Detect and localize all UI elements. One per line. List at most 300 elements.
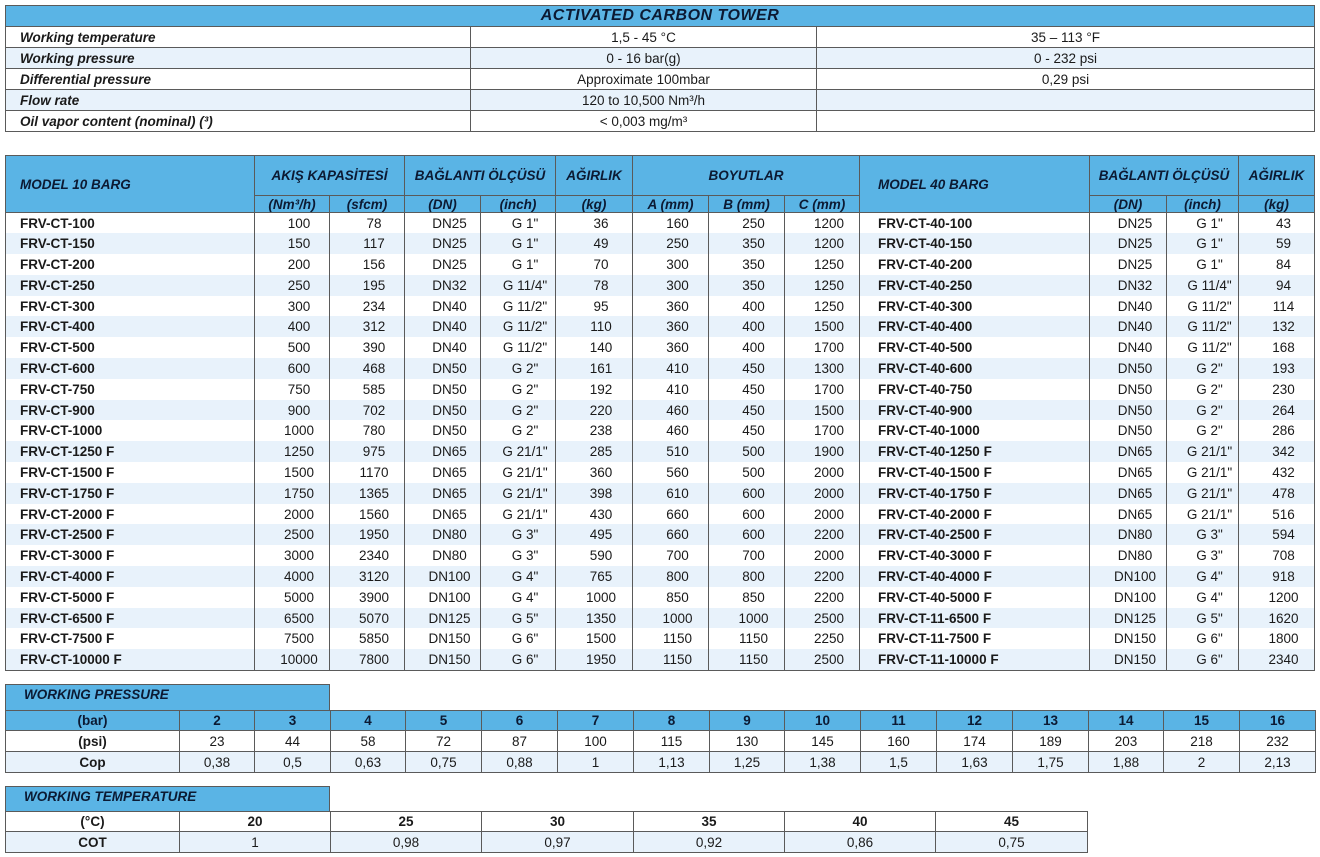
unit-kg-40: (kg) (1239, 196, 1315, 213)
model-row (6, 316, 1315, 337)
model-10-name: FRV-CT-2000 F (6, 504, 255, 525)
dim-c-mm: 1250 (785, 254, 860, 275)
cot-value: 1 (180, 832, 331, 853)
model-10-name: FRV-CT-2500 F (6, 524, 255, 545)
conn-40-dn: DN50 (1090, 379, 1167, 400)
weight-40-kg: 43 (1239, 213, 1315, 234)
conn-dn: DN50 (405, 358, 481, 379)
conn-40-inch: G 11/2" (1167, 296, 1239, 317)
model-40-name: FRV-CT-40-200 (860, 254, 1090, 275)
dim-a-mm: 1150 (633, 628, 709, 649)
dim-c-mm: 2200 (785, 524, 860, 545)
bar-value: 9 (710, 711, 785, 731)
cop-value: 1,5 (861, 752, 937, 773)
dim-c-mm: 2500 (785, 649, 860, 670)
dim-b: B (mm) (709, 196, 785, 213)
unit-dn-40: (DN) (1090, 196, 1167, 213)
dim-c-mm: 1300 (785, 358, 860, 379)
dim-c-mm: 2000 (785, 545, 860, 566)
dim-c-mm: 2250 (785, 628, 860, 649)
conn-inch: G 21/1" (481, 504, 556, 525)
bar-value: 15 (1164, 711, 1240, 731)
dim-c-mm: 1700 (785, 337, 860, 358)
spec-imperial: 35 – 113 °F (817, 27, 1315, 48)
bar-value: 14 (1089, 711, 1164, 731)
dim-b-mm: 450 (709, 400, 785, 421)
cop-value: 0,63 (331, 752, 406, 773)
flow-sfcm: 1365 (330, 483, 405, 504)
psi-value: 145 (785, 731, 861, 752)
celsius-label-row (6, 812, 1088, 832)
dim-c-mm: 2200 (785, 566, 860, 587)
weight-kg: 49 (556, 233, 633, 254)
flow-nm3h: 1750 (255, 483, 330, 504)
cop-value: 1,38 (785, 752, 861, 773)
conn-40-inch: G 2" (1167, 379, 1239, 400)
dim-a-mm: 360 (633, 316, 709, 337)
conn-inch: G 6" (481, 628, 556, 649)
weight-header: AĞIRLIK (556, 156, 633, 196)
unit-nm3h: (Nm³/h) (255, 196, 330, 213)
weight-kg: 192 (556, 379, 633, 400)
conn-40-dn: DN100 (1090, 566, 1167, 587)
working-pressure-table (5, 710, 1316, 773)
celsius-value: 20 (180, 812, 331, 832)
model-row (6, 379, 1315, 400)
flow-sfcm: 2340 (330, 545, 405, 566)
dim-b-mm: 250 (709, 213, 785, 234)
spec-imperial: 0 - 232 psi (817, 48, 1315, 69)
flow-sfcm: 117 (330, 233, 405, 254)
flow-sfcm: 1560 (330, 504, 405, 525)
models-body (6, 213, 1315, 671)
flow-nm3h: 150 (255, 233, 330, 254)
weight-40-kg: 286 (1239, 420, 1315, 441)
flow-nm3h: 6500 (255, 608, 330, 629)
dim-b-mm: 800 (709, 566, 785, 587)
cop-value: 2 (1164, 752, 1240, 773)
conn-40-inch: G 1" (1167, 254, 1239, 275)
bar-value: 13 (1013, 711, 1089, 731)
bar-label-row (6, 711, 1316, 731)
conn-dn: DN40 (405, 296, 481, 317)
conn-dn: DN100 (405, 566, 481, 587)
model-row (6, 483, 1315, 504)
model-row (6, 275, 1315, 296)
model-40-name: FRV-CT-40-1250 F (860, 441, 1090, 462)
weight-40-kg: 594 (1239, 524, 1315, 545)
conn-dn: DN50 (405, 420, 481, 441)
dim-b-mm: 600 (709, 524, 785, 545)
dim-a-mm: 410 (633, 358, 709, 379)
model-row (6, 566, 1315, 587)
spec-table (5, 5, 1315, 132)
flow-nm3h: 2500 (255, 524, 330, 545)
flow-sfcm: 3120 (330, 566, 405, 587)
flow-sfcm: 5070 (330, 608, 405, 629)
conn-inch: G 11/2" (481, 337, 556, 358)
dim-b-mm: 400 (709, 296, 785, 317)
model40-header: MODEL 40 BARG (860, 156, 1090, 213)
conn-dn: DN25 (405, 254, 481, 275)
conn-40-inch: G 2" (1167, 358, 1239, 379)
conn-40-inch: G 2" (1167, 400, 1239, 421)
conn-40-dn: DN150 (1090, 649, 1167, 670)
model-row (6, 254, 1315, 275)
model-10-name: FRV-CT-1500 F (6, 462, 255, 483)
weight-40-kg: 516 (1239, 504, 1315, 525)
model-10-name: FRV-CT-400 (6, 316, 255, 337)
conn-40-dn: DN150 (1090, 628, 1167, 649)
dim-c-mm: 2000 (785, 504, 860, 525)
conn-inch: G 2" (481, 358, 556, 379)
conn-dn: DN40 (405, 337, 481, 358)
dim-b-mm: 850 (709, 587, 785, 608)
bar-value: 4 (331, 711, 406, 731)
working-temperature-table (5, 811, 1088, 853)
dim-b-mm: 350 (709, 275, 785, 296)
conn-40-dn: DN40 (1090, 337, 1167, 358)
conn-inch: G 1" (481, 254, 556, 275)
cot-value: 0,97 (482, 832, 634, 853)
model-10-name: FRV-CT-5000 F (6, 587, 255, 608)
model-40-name: FRV-CT-40-250 (860, 275, 1090, 296)
model-40-name: FRV-CT-40-900 (860, 400, 1090, 421)
dim-c-mm: 1500 (785, 400, 860, 421)
spec-metric: 120 to 10,500 Nm³/h (471, 90, 817, 111)
conn-inch: G 5" (481, 608, 556, 629)
dim-a-mm: 560 (633, 462, 709, 483)
weight-kg: 1500 (556, 628, 633, 649)
model-row (6, 504, 1315, 525)
weight-kg: 70 (556, 254, 633, 275)
model-row (6, 441, 1315, 462)
model-10-name: FRV-CT-7500 F (6, 628, 255, 649)
flow-sfcm: 1950 (330, 524, 405, 545)
weight-40-kg: 918 (1239, 566, 1315, 587)
conn-40-dn: DN40 (1090, 316, 1167, 337)
conn-40-inch: G 1" (1167, 233, 1239, 254)
flow-nm3h: 750 (255, 379, 330, 400)
cop-label-row (6, 752, 1316, 773)
bar-value: 7 (558, 711, 634, 731)
model-40-name: FRV-CT-40-100 (860, 213, 1090, 234)
model-40-name: FRV-CT-11-6500 F (860, 608, 1090, 629)
spec-row (6, 90, 1315, 111)
model-10-name: FRV-CT-750 (6, 379, 255, 400)
conn-dn: DN80 (405, 524, 481, 545)
cop-value: 1,88 (1089, 752, 1164, 773)
dim-b-mm: 350 (709, 254, 785, 275)
celsius-value: 45 (936, 812, 1088, 832)
flow-sfcm: 3900 (330, 587, 405, 608)
psi-value: 115 (634, 731, 710, 752)
dimensions-header: BOYUTLAR (633, 156, 860, 196)
weight-kg: 110 (556, 316, 633, 337)
cot-label-row (6, 832, 1088, 853)
model-row (6, 608, 1315, 629)
dim-a-mm: 360 (633, 296, 709, 317)
spec-metric: < 0,003 mg/m³ (471, 111, 817, 132)
dim-b-mm: 700 (709, 545, 785, 566)
dim-c-mm: 1700 (785, 379, 860, 400)
dim-c-mm: 1900 (785, 441, 860, 462)
spec-row (6, 69, 1315, 90)
model-row (6, 462, 1315, 483)
conn-inch: G 4" (481, 566, 556, 587)
dim-a-mm: 300 (633, 254, 709, 275)
spec-row (6, 111, 1315, 132)
model-10-name: FRV-CT-150 (6, 233, 255, 254)
conn-40-dn: DN65 (1090, 462, 1167, 483)
psi-value: 130 (710, 731, 785, 752)
conn-40-dn: DN80 (1090, 524, 1167, 545)
weight-40-kg: 84 (1239, 254, 1315, 275)
dim-a-mm: 300 (633, 275, 709, 296)
conn-40-dn: DN100 (1090, 587, 1167, 608)
cot-value: 0,92 (634, 832, 785, 853)
conn-inch: G 1" (481, 233, 556, 254)
model-row (6, 358, 1315, 379)
weight-40-kg: 168 (1239, 337, 1315, 358)
flow-sfcm: 234 (330, 296, 405, 317)
weight-40-kg: 432 (1239, 462, 1315, 483)
dim-b-mm: 1150 (709, 628, 785, 649)
conn-40-dn: DN25 (1090, 233, 1167, 254)
weight-kg: 398 (556, 483, 633, 504)
model-row (6, 545, 1315, 566)
dim-b-mm: 500 (709, 441, 785, 462)
dim-a: A (mm) (633, 196, 709, 213)
model-10-name: FRV-CT-600 (6, 358, 255, 379)
weight-40-kg: 478 (1239, 483, 1315, 504)
conn-40-dn: DN65 (1090, 483, 1167, 504)
weight-40-kg: 708 (1239, 545, 1315, 566)
model-40-name: FRV-CT-40-1000 (860, 420, 1090, 441)
dim-a-mm: 850 (633, 587, 709, 608)
flow-nm3h: 7500 (255, 628, 330, 649)
bar-value: 16 (1240, 711, 1316, 731)
dim-a-mm: 460 (633, 420, 709, 441)
conn-inch: G 2" (481, 379, 556, 400)
dim-c-mm: 1700 (785, 420, 860, 441)
conn-dn: DN150 (405, 649, 481, 670)
dim-a-mm: 360 (633, 337, 709, 358)
conn-40-dn: DN50 (1090, 358, 1167, 379)
flow-sfcm: 156 (330, 254, 405, 275)
conn-40-inch: G 3" (1167, 524, 1239, 545)
weight-kg: 1350 (556, 608, 633, 629)
dim-c-mm: 1200 (785, 213, 860, 234)
cop-value: 2,13 (1240, 752, 1316, 773)
model-10-name: FRV-CT-100 (6, 213, 255, 234)
flow-nm3h: 500 (255, 337, 330, 358)
model-40-name: FRV-CT-40-4000 F (860, 566, 1090, 587)
model-row (6, 213, 1315, 234)
dim-a-mm: 800 (633, 566, 709, 587)
celsius-value: 35 (634, 812, 785, 832)
dim-a-mm: 1150 (633, 649, 709, 670)
conn-40-dn: DN32 (1090, 275, 1167, 296)
celsius-value: 25 (331, 812, 482, 832)
weight-kg: 140 (556, 337, 633, 358)
weight-kg: 1950 (556, 649, 633, 670)
conn-40-dn: DN65 (1090, 441, 1167, 462)
flow-sfcm: 312 (330, 316, 405, 337)
conn-inch: G 2" (481, 420, 556, 441)
weight-40-kg: 2340 (1239, 649, 1315, 670)
weight-kg: 95 (556, 296, 633, 317)
model-10-name: FRV-CT-3000 F (6, 545, 255, 566)
working-temperature-tab: WORKING TEMPERATURE (5, 786, 330, 812)
dim-b-mm: 450 (709, 358, 785, 379)
dim-c-mm: 2000 (785, 483, 860, 504)
weight-kg: 1000 (556, 587, 633, 608)
conn-dn: DN100 (405, 587, 481, 608)
spec-title: ACTIVATED CARBON TOWER (6, 6, 1315, 27)
flow-nm3h: 4000 (255, 566, 330, 587)
celsius-value: 30 (482, 812, 634, 832)
model-row (6, 628, 1315, 649)
unit-inch: (inch) (481, 196, 556, 213)
conn-inch: G 11/2" (481, 316, 556, 337)
model-40-name: FRV-CT-40-3000 F (860, 545, 1090, 566)
weight-40-kg: 114 (1239, 296, 1315, 317)
model-10-name: FRV-CT-1250 F (6, 441, 255, 462)
spec-label: Working pressure (6, 48, 471, 69)
weight-40-kg: 1800 (1239, 628, 1315, 649)
conn-inch: G 11/4" (481, 275, 556, 296)
weight-40-kg: 1200 (1239, 587, 1315, 608)
dim-b-mm: 600 (709, 504, 785, 525)
spec-metric: Approximate 100mbar (471, 69, 817, 90)
flow-capacity-header: AKIŞ KAPASİTESİ (255, 156, 405, 196)
conn-inch: G 2" (481, 400, 556, 421)
model-40-name: FRV-CT-40-150 (860, 233, 1090, 254)
flow-nm3h: 10000 (255, 649, 330, 670)
model-10-name: FRV-CT-10000 F (6, 649, 255, 670)
models-table (5, 155, 1315, 671)
bar-value: 6 (482, 711, 558, 731)
spec-imperial (817, 90, 1315, 111)
conn-40-inch: G 11/2" (1167, 316, 1239, 337)
model-10-name: FRV-CT-900 (6, 400, 255, 421)
bar-value: 5 (406, 711, 482, 731)
dim-c-mm: 1200 (785, 233, 860, 254)
conn-40-inch: G 3" (1167, 545, 1239, 566)
model-row (6, 420, 1315, 441)
cop-value: 1,63 (937, 752, 1013, 773)
model-40-name: FRV-CT-40-400 (860, 316, 1090, 337)
conn-40-dn: DN80 (1090, 545, 1167, 566)
dim-b-mm: 400 (709, 316, 785, 337)
psi-value: 72 (406, 731, 482, 752)
cop-value: 0,75 (406, 752, 482, 773)
conn-dn: DN65 (405, 483, 481, 504)
flow-sfcm: 390 (330, 337, 405, 358)
unit-sfcm: (sfcm) (330, 196, 405, 213)
psi-value: 232 (1240, 731, 1316, 752)
dim-a-mm: 160 (633, 213, 709, 234)
unit-dn: (DN) (405, 196, 481, 213)
spec-label: Differential pressure (6, 69, 471, 90)
weight-kg: 285 (556, 441, 633, 462)
psi-value: 218 (1164, 731, 1240, 752)
dim-b-mm: 1150 (709, 649, 785, 670)
model-row (6, 524, 1315, 545)
spec-row (6, 48, 1315, 69)
conn-inch: G 1" (481, 213, 556, 234)
dim-c-mm: 2500 (785, 608, 860, 629)
model-10-name: FRV-CT-6500 F (6, 608, 255, 629)
model-row (6, 296, 1315, 317)
flow-sfcm: 468 (330, 358, 405, 379)
cot-value: 0,75 (936, 832, 1088, 853)
model-40-name: FRV-CT-40-600 (860, 358, 1090, 379)
dim-b-mm: 1000 (709, 608, 785, 629)
psi-value: 44 (255, 731, 331, 752)
conn-inch: G 4" (481, 587, 556, 608)
spec-imperial (817, 111, 1315, 132)
spec-label: Flow rate (6, 90, 471, 111)
weight-kg: 36 (556, 213, 633, 234)
conn-40-dn: DN25 (1090, 213, 1167, 234)
model-40-name: FRV-CT-11-7500 F (860, 628, 1090, 649)
conn-40-inch: G 11/4" (1167, 275, 1239, 296)
model-40-name: FRV-CT-11-10000 F (860, 649, 1090, 670)
conn-40-inch: G 4" (1167, 587, 1239, 608)
spec-metric: 0 - 16 bar(g) (471, 48, 817, 69)
weight-40-kg: 1620 (1239, 608, 1315, 629)
flow-sfcm: 975 (330, 441, 405, 462)
conn-40-inch: G 2" (1167, 420, 1239, 441)
unit-inch-40: (inch) (1167, 196, 1239, 213)
model-40-name: FRV-CT-40-300 (860, 296, 1090, 317)
model-10-name: FRV-CT-1000 (6, 420, 255, 441)
cop-value: 1,75 (1013, 752, 1089, 773)
dim-a-mm: 660 (633, 504, 709, 525)
conn-40-dn: DN40 (1090, 296, 1167, 317)
conn-40-inch: G 5" (1167, 608, 1239, 629)
flow-nm3h: 600 (255, 358, 330, 379)
weight-40-kg: 342 (1239, 441, 1315, 462)
model-40-name: FRV-CT-40-750 (860, 379, 1090, 400)
flow-sfcm: 5850 (330, 628, 405, 649)
dim-b-mm: 450 (709, 420, 785, 441)
conn-40-inch: G 6" (1167, 628, 1239, 649)
conn-40-dn: DN50 (1090, 420, 1167, 441)
conn-dn: DN50 (405, 400, 481, 421)
conn-40-inch: G 1" (1167, 213, 1239, 234)
model-row (6, 400, 1315, 421)
conn-40-dn: DN50 (1090, 400, 1167, 421)
weight-40-kg: 94 (1239, 275, 1315, 296)
psi-value: 203 (1089, 731, 1164, 752)
bar-value: 10 (785, 711, 861, 731)
weight-40-header: AĞIRLIK (1239, 156, 1315, 196)
connection-size-40-header: BAĞLANTI ÖLÇÜSÜ (1090, 156, 1239, 196)
flow-nm3h: 300 (255, 296, 330, 317)
model-40-name: FRV-CT-40-5000 F (860, 587, 1090, 608)
flow-nm3h: 3000 (255, 545, 330, 566)
conn-inch: G 11/2" (481, 296, 556, 317)
flow-nm3h: 1500 (255, 462, 330, 483)
cop-value: 0,5 (255, 752, 331, 773)
conn-40-inch: G 21/1" (1167, 483, 1239, 504)
weight-40-kg: 264 (1239, 400, 1315, 421)
conn-40-dn: DN125 (1090, 608, 1167, 629)
dim-a-mm: 1000 (633, 608, 709, 629)
